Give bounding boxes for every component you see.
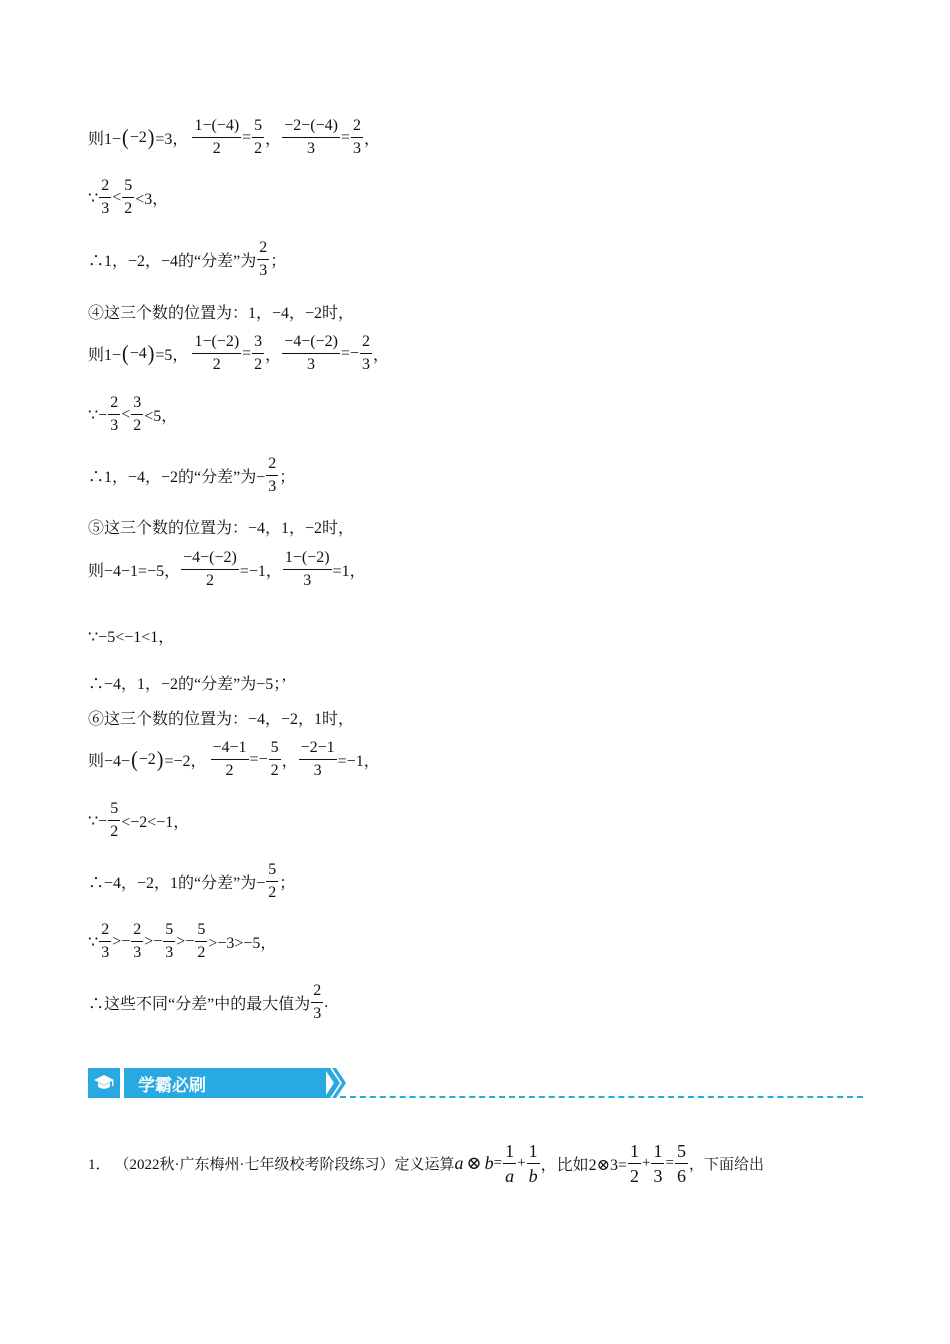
text: 定义运算 — [394, 1157, 455, 1173]
text: >− — [176, 932, 195, 950]
fraction: $\frac{1}{a}$ — [505, 1141, 515, 1186]
text: + — [642, 1155, 651, 1171]
fraction: $\frac{1}{3}$ — [653, 1141, 663, 1186]
text: ， — [265, 131, 282, 148]
solution-line-15 — [88, 862, 295, 901]
text: >− — [144, 932, 163, 950]
text: ∴1，−2，−4的“分差”为 — [88, 253, 257, 270]
paren: ) — [156, 747, 164, 772]
solution-line-16 — [88, 922, 276, 961]
paren: ( — [122, 341, 129, 366]
text: =3， — [155, 131, 189, 148]
fraction: $\frac{2}{3}$ — [101, 921, 110, 961]
text: 则−4− — [88, 753, 131, 770]
fraction: $\frac{3}{2}$ — [254, 333, 263, 373]
text: ∴−4，−2，1的“分差”为− — [88, 875, 266, 892]
text: . — [324, 993, 329, 1011]
fraction: $\frac{5}{2}$ — [197, 921, 206, 961]
text: =−1， — [239, 563, 282, 580]
fraction: $\frac{2}{3}$ — [352, 117, 361, 157]
text: ； — [279, 875, 296, 892]
text: ， — [372, 347, 389, 364]
fraction: $\frac{2}{3}$ — [110, 394, 119, 434]
question-source: （2022秋·广东梅州·七年级校考阶段练习） — [114, 1157, 395, 1173]
text: ④这三个数的位置为：1，−4，−2时， — [88, 305, 355, 322]
fraction: $\frac{2}{3}$ — [313, 982, 322, 1022]
section-title: 学霸必刷 — [124, 1068, 326, 1098]
solution-line-10 — [88, 624, 174, 647]
paren: ) — [147, 341, 155, 366]
fraction: $\frac{5}{2}$ — [254, 117, 263, 157]
text: ∵−5<−1<1， — [88, 629, 175, 646]
paren: ( — [122, 125, 129, 150]
solution-line-14 — [88, 801, 189, 840]
text: >− — [112, 932, 131, 950]
fraction: $\frac{1-(-2)}{2}$ — [194, 333, 240, 373]
text: ⑥这三个数的位置为：−4，−2，1时， — [88, 711, 355, 728]
text: = — [242, 128, 252, 146]
fraction: $\frac{-4-(-2)}{2}$ — [183, 549, 237, 589]
fraction: $\frac{2}{3}$ — [101, 177, 110, 217]
text: ∵ — [88, 189, 99, 207]
fraction: $\frac{2}{3}$ — [259, 239, 268, 279]
text: =− — [340, 344, 359, 362]
text: =−2， — [164, 753, 207, 770]
solution-line-9 — [88, 550, 366, 589]
fraction: $\frac{-2-1}{3}$ — [300, 739, 335, 779]
fraction: $\frac{5}{3}$ — [165, 921, 174, 961]
text: ∵− — [88, 406, 108, 424]
fraction: $\frac{5}{2}$ — [268, 861, 277, 901]
text: <3， — [135, 191, 169, 208]
variable: a — [454, 1153, 464, 1173]
variable: b — [484, 1153, 494, 1173]
solution-line-5 — [88, 334, 389, 373]
text: =− — [249, 750, 268, 768]
fraction: $\frac{5}{2}$ — [124, 177, 133, 217]
solution-line-7 — [88, 456, 295, 495]
text: < — [112, 188, 122, 206]
text: ， — [363, 131, 380, 148]
text: −2 — [129, 128, 147, 146]
fraction: $\frac{5}{2}$ — [110, 800, 119, 840]
text: ⑤这三个数的位置为：−4，1，−2时， — [88, 520, 355, 537]
solution-line-1 — [88, 118, 380, 157]
text: ，下面给出 — [688, 1157, 764, 1173]
text: =5， — [155, 347, 189, 364]
text: <5， — [144, 408, 178, 425]
text: 则1− — [88, 347, 122, 364]
section-banner — [88, 1064, 863, 1102]
text: + — [517, 1155, 526, 1171]
question-1 — [88, 1142, 764, 1185]
fraction: $\frac{1-(-4)}{2}$ — [194, 117, 240, 157]
text: 则−4−1=−5， — [88, 563, 181, 580]
text: < — [121, 405, 131, 423]
fraction: $\frac{2}{3}$ — [268, 455, 277, 495]
text: = — [340, 128, 350, 146]
fraction: $\frac{-4-1}{2}$ — [212, 739, 247, 779]
fraction: $\frac{5}{2}$ — [270, 739, 279, 779]
text: ； — [270, 253, 287, 270]
fraction: $\frac{2}{3}$ — [361, 333, 370, 373]
solution-line-8 — [88, 515, 354, 538]
paren: ( — [131, 747, 138, 772]
text: ； — [279, 469, 296, 486]
graduation-cap-icon — [88, 1068, 120, 1098]
question-number: 1． — [88, 1157, 111, 1173]
text: −2 — [138, 750, 156, 768]
fraction: $\frac{1}{b}$ — [528, 1141, 538, 1186]
operator: ⊗ — [466, 1153, 482, 1173]
text: ， — [265, 347, 282, 364]
divider — [340, 1096, 863, 1098]
fraction: $\frac{3}{2}$ — [133, 394, 142, 434]
text: >−3>−5， — [208, 935, 277, 952]
paren: ) — [147, 125, 155, 150]
solution-line-2 — [88, 178, 168, 217]
text: ∴这些不同“分差”中的最大值为 — [88, 996, 311, 1013]
fraction: $\frac{5}{6}$ — [676, 1141, 686, 1186]
solution-line-3 — [88, 240, 286, 279]
text: 则1− — [88, 131, 122, 148]
text: = — [665, 1155, 674, 1171]
text: ∴−4，1，−2的“分差”为−5；’ — [88, 676, 287, 693]
fraction: $\frac{2}{3}$ — [133, 921, 142, 961]
solution-line-13 — [88, 740, 380, 779]
text: ∴1，−4，−2的“分差”为− — [88, 469, 266, 486]
solution-line-17 — [88, 983, 328, 1022]
text: ，比如2⊗3= — [540, 1157, 627, 1174]
solution-line-6 — [88, 395, 177, 434]
fraction: $\frac{1}{2}$ — [630, 1141, 639, 1186]
text: =1， — [332, 563, 366, 580]
solution-line-4 — [88, 300, 354, 323]
fraction: $\frac{1-(-2)}{3}$ — [284, 549, 330, 589]
text: ∵ — [88, 933, 99, 951]
text: =−1， — [337, 753, 380, 770]
text: <−2<−1， — [121, 814, 190, 831]
solution-line-11 — [88, 671, 287, 694]
text: ， — [281, 753, 298, 770]
fraction: $\frac{-4-(-2)}{3}$ — [284, 333, 338, 373]
text: = — [242, 344, 252, 362]
fraction: $\frac{-2-(-4)}{3}$ — [284, 117, 338, 157]
text: ∵− — [88, 812, 108, 830]
text: −4 — [129, 344, 147, 362]
solution-line-12 — [88, 706, 354, 729]
text: = — [493, 1155, 503, 1171]
